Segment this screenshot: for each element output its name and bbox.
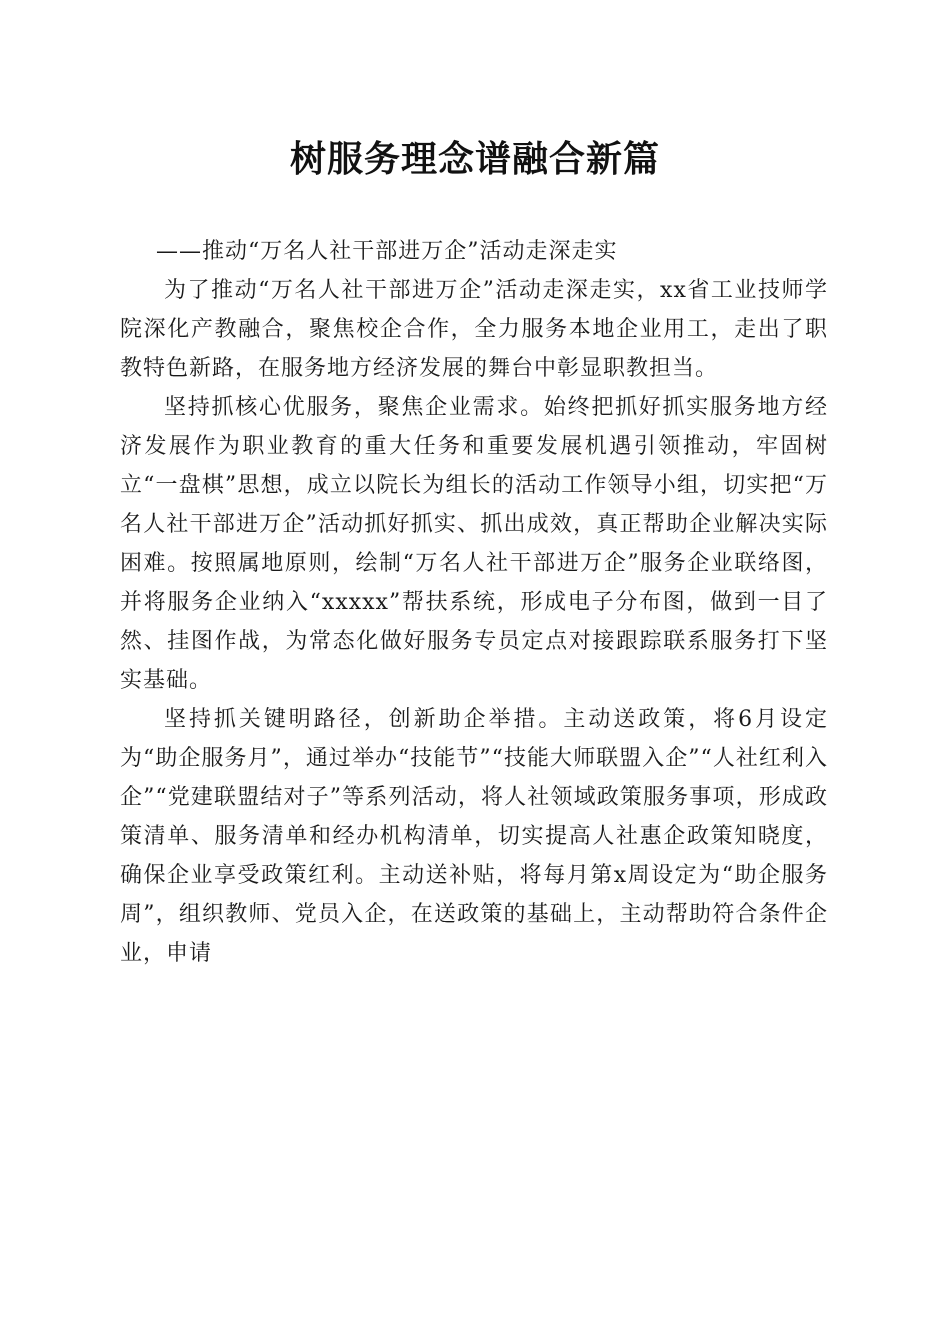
document-title: 树服务理念谱融合新篇	[289, 138, 660, 180]
paragraph-core-service: 坚持抓核心优服务，聚焦企业需求。始终把抓好抓实服务地方经济发展作为职业教育的重大任务和重要发展机遇引领推动，牢固树立“一盘棋”思想，成立以院长为组长的活动工作领导小组，切实把“万名人社干部进万企”活动抓好抓实、抓出成效，真正帮助企业解决实际困难。按照属地原则，绘制“万名人社干部进万企”服务企业联络图，并将服务企业纳入“xxxxx”帮扶系统，形成电子分布图，做到一目了然、挂图作战，为常态化做好服务专员定点对接跟踪联系服务打下坚实基础。	[120, 395, 828, 693]
document-body	[120, 232, 828, 973]
document-subtitle: ——推动“万名人社干部进万企”活动走深走实	[156, 239, 618, 264]
paragraph-intro: 为了推动“万名人社干部进万企”活动走深走实，xx省工业技师学院深化产教融合，聚焦校企合作，全力服务本地企业用工，走出了职教特色新路，在服务地方经济发展的舞台中彰显职教担当。	[120, 278, 828, 381]
paragraph-key-path: 坚持抓关键明路径，创新助企举措。主动送政策，将6月设定为“助企服务月”，通过举办“技能节”“技能大师联盟入企”“人社红利入企”“党建联盟结对子”等系列活动，将人社领域政策服务事项，形成政策清单、服务清单和经办机构清单，切实提高人社惠企政策知晓度，确保企业享受政策红利。主动送补贴，将每月第x周设定为“助企服务周”，组织教师、党员入企，在送政策的基础上，主动帮助符合条件企业，申请	[120, 707, 828, 966]
